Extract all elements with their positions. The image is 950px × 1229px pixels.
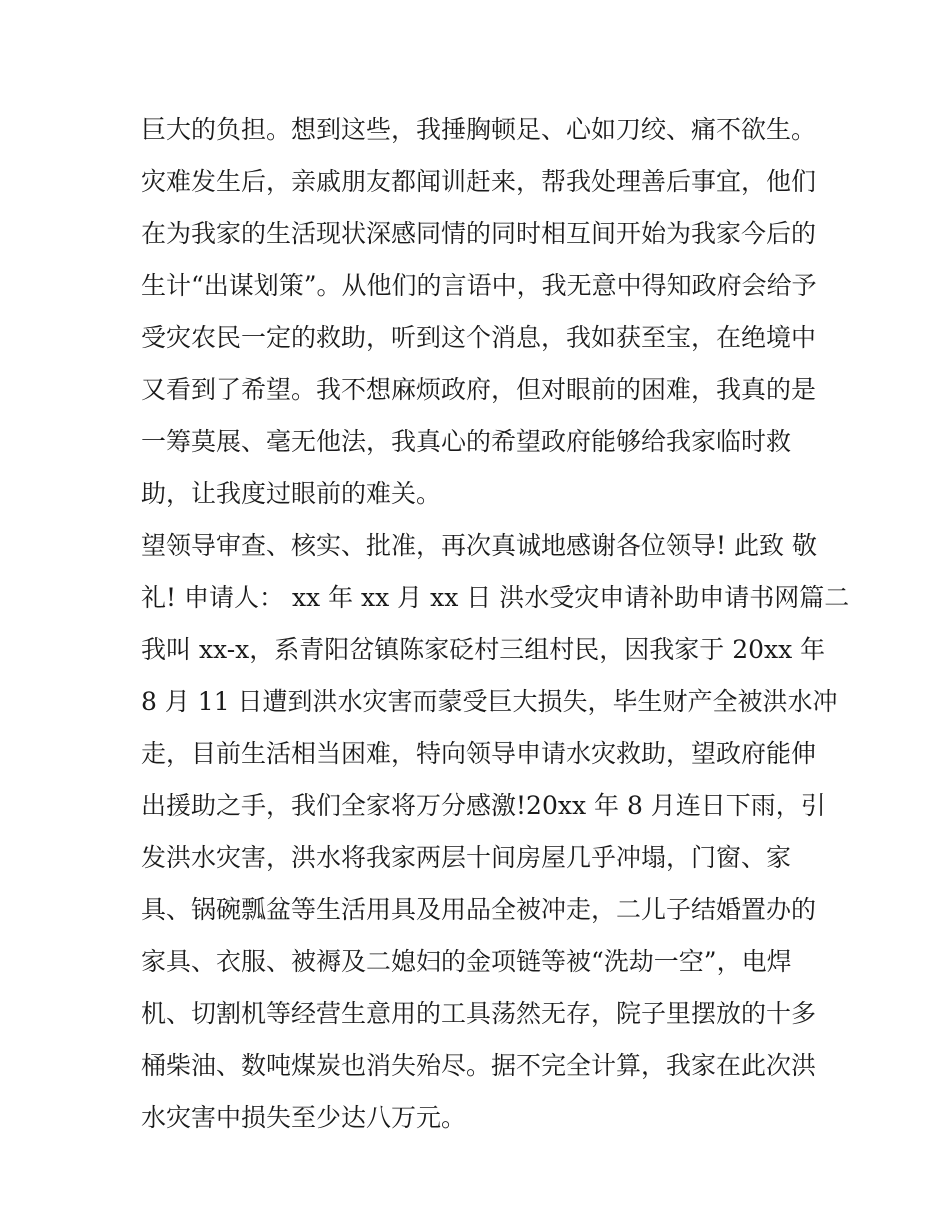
text-line: 一筹莫展、毫无他法，我真心的希望政府能够给我家临时救 (141, 427, 792, 456)
document-body (141, 104, 850, 1144)
text-line: 灾难发生后，亲戚朋友都闻训赶来，帮我处理善后事宜，他们 (141, 167, 817, 196)
text-line: 机、切割机等经营生意用的工具荡然无存，院子里摆放的十多 (141, 999, 817, 1028)
text-line: 具、锅碗瓢盆等生活用具及用品全被冲走，二儿子结婚置办的 (141, 895, 817, 924)
text-line: 我叫 xx-x，系青阳岔镇陈家砭村三组村民，因我家于 20xx 年 (141, 635, 826, 664)
text-line: 走，目前生活相当困难，特向领导申请水灾救助，望政府能伸 (141, 739, 817, 768)
text-line: 望领导审查、核实、批准，再次真诚地感谢各位领导! 此致 敬 (141, 531, 817, 560)
text-line: 礼! 申请人： xx 年 xx 月 xx 日 洪水受灾申请补助申请书网篇二 (141, 583, 850, 612)
text-line: 8 月 11 日遭到洪水灾害而蒙受巨大损失，毕生财产全被洪水冲 (141, 687, 838, 716)
text-line: 生计“出谋划策”。从他们的言语中，我无意中得知政府会给予 (141, 271, 817, 300)
text-line: 又看到了希望。我不想麻烦政府，但对眼前的困难，我真的是 (141, 375, 817, 404)
text-line: 在为我家的生活现状深感同情的同时相互间开始为我家今后的 (141, 219, 817, 248)
text-line: 水灾害中损失至少达八万元。 (141, 1103, 467, 1132)
text-line: 家具、衣服、被褥及二媳妇的金项链等被“洗劫一空”，电焊 (141, 947, 792, 976)
text-line: 桶柴油、数吨煤炭也消失殆尽。据不完全计算，我家在此次洪 (141, 1051, 817, 1080)
text-line: 出援助之手，我们全家将万分感激!20xx 年 8 月连日下雨，引 (141, 791, 826, 820)
text-line: 巨大的负担。想到这些，我捶胸顿足、心如刀绞、痛不欲生。 (141, 115, 817, 144)
text-line: 助，让我度过眼前的难关。 (141, 479, 442, 508)
text-line: 受灾农民一定的救助，听到这个消息，我如获至宝，在绝境中 (141, 323, 817, 352)
text-line: 发洪水灾害，洪水将我家两层十间房屋几乎冲塌，门窗、家 (141, 843, 792, 872)
